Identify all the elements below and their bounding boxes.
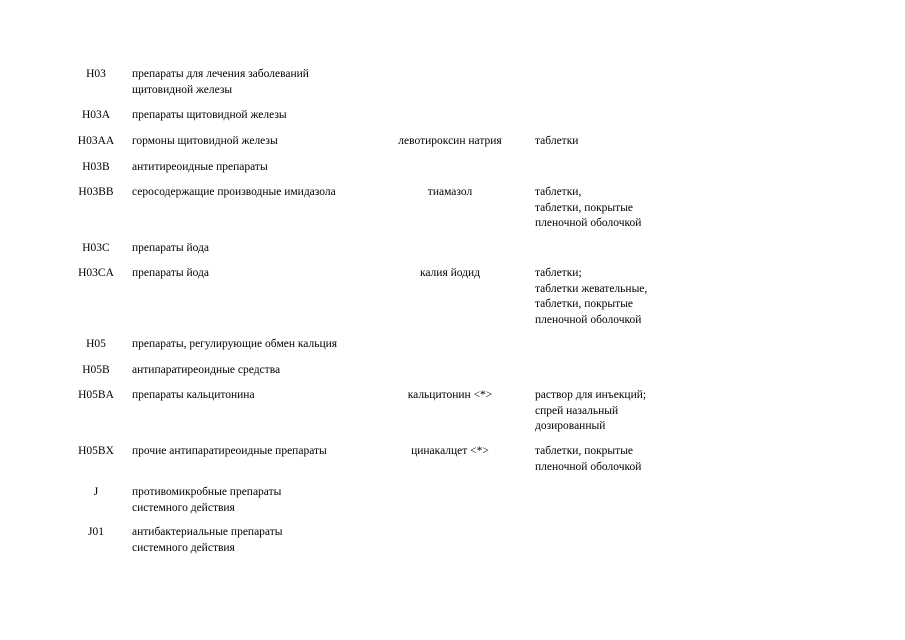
atc-code: H03 bbox=[86, 68, 106, 80]
group-name: противомикробные препараты системного действия bbox=[132, 486, 282, 514]
group-name: прочие антипаратиреоидные препараты bbox=[132, 445, 327, 457]
atc-code: H05B bbox=[82, 364, 110, 376]
atc-code: H05 bbox=[86, 338, 106, 350]
dosage-form: таблетки, покрытые пленочной оболочкой bbox=[535, 445, 642, 473]
dosage-form: таблетки, таблетки, покрытые пленочной оболочкой bbox=[535, 186, 642, 229]
group-name: препараты кальцитонина bbox=[132, 389, 255, 401]
atc-code: H03A bbox=[81, 109, 111, 121]
group-name: препараты йода bbox=[132, 242, 209, 254]
dosage-form: раствор для инъекций; спрей назальный дозированный bbox=[535, 389, 647, 432]
atc-code: H03C bbox=[82, 242, 110, 254]
group-name: препараты щитовидной железы bbox=[132, 109, 287, 121]
drug-name: калия йодид bbox=[419, 267, 481, 279]
group-name: антитиреоидные препараты bbox=[132, 161, 268, 173]
atc-code: H03B bbox=[82, 161, 110, 173]
group-name: гормоны щитовидной железы bbox=[132, 135, 278, 147]
atc-code: H05BX bbox=[78, 445, 114, 457]
group-name: препараты для лечения заболеваний щитовидной железы bbox=[132, 68, 309, 96]
group-name: серосодержащие производные имидазола bbox=[132, 186, 336, 198]
group-name: препараты йода bbox=[132, 267, 209, 279]
atc-code: H03CA bbox=[78, 267, 114, 279]
group-name: антибактериальные препараты системного действия bbox=[132, 526, 283, 554]
dosage-form: таблетки bbox=[535, 135, 579, 147]
atc-code: H05BA bbox=[78, 389, 114, 401]
atc-code: H03AA bbox=[77, 135, 115, 147]
atc-code: H03BB bbox=[78, 186, 114, 198]
drug-name: цинакалцет <*> bbox=[411, 445, 489, 457]
atc-code: J bbox=[93, 486, 99, 498]
dosage-form: таблетки; таблетки жевательные, таблетки, покрытые пленочной оболочкой bbox=[535, 267, 648, 326]
atc-code: J01 bbox=[88, 526, 104, 538]
group-name: препараты, регулирующие обмен кальция bbox=[132, 338, 338, 350]
drug-name: тиамазол bbox=[427, 186, 473, 198]
drug-name: левотироксин натрия bbox=[398, 135, 502, 147]
drug-name: кальцитонин <*> bbox=[407, 389, 493, 401]
group-name: антипаратиреоидные средства bbox=[132, 364, 281, 376]
